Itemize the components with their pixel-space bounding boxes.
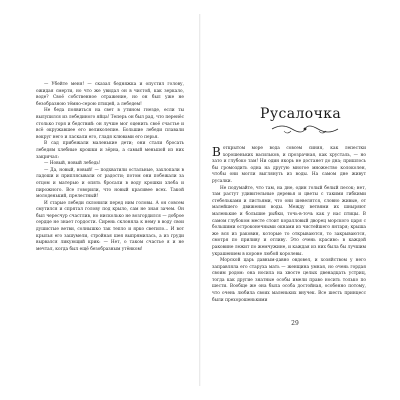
paragraph: В сад прибежали маленькие дети; они стали бросать лебедям хлебные крошки и зёрна, а самый меньшой из них закричал: [36, 141, 184, 160]
left-page [14, 14, 200, 386]
paragraph-first-text: открытом море вода совсем синяя, как лепестки хорошеньких васильков, и прозрачная, как хрусталь, — но зато и глубоко там! Ни один якорь не достанет до дна; пришлось бы громоздить одна на другую многое множество колоколен, чтобы они могли выглянуть из воды. На самом дне живут русалки. [212, 146, 366, 184]
paragraph: Морской царь давным-давно овдовел, и хозяйством у него заправляла его старуха мать — женщина умная, но очень гордая своим родом: она носила на хвосте целых двенадцать устриц, тогда как другие знатные особы имели право носить только по шести. Вообще же она была особа достойная, особенно потому, что очень любила своих маленьких внучек. Все шесть принцесс были прехорошенькими [212, 258, 366, 303]
paragraph: — Новый, новый лебедь! [44, 161, 101, 167]
flourish-ornament-icon [270, 122, 340, 136]
page-number: 29 [291, 320, 299, 327]
paragraph: Не подумайте, что там, на дне, один голый белый песок; нет, там растут удивительные деревья и цветы с такими гибкими стебельками и листьями, что они шевелятся, словно живые, от малейшего движения воды. Между ветвями их шныряют маленькие и большие рыбки, точь-в-точь как у нас птицы. В самом глубоком месте стоит коралловый дворец морского царя с большими остроконечными окнами из чистейшего янтаря; крыша же вся из раковин, которые то открываются, то закрываются, смотря по приливу и отливу. Это очень красиво: в каждой раковине лежит по жемчужине, и каждая из них была бы лучшим украшением в короне любой королевы. [212, 185, 366, 257]
drop-cap: В [212, 145, 221, 159]
right-page-text [212, 146, 366, 304]
paragraph: Не беда появиться на свет в утином гнезде, если ты вылупился из лебединого яйца! Теперь он был рад, что перенёс столько горя и бедствий: он лучше мог оценить своё счастье и всё окружавшее его великолепие. Большие лебеди плавали вокруг него и ласкали его, гладя клювами его перья. [36, 108, 184, 140]
left-page-text [36, 82, 184, 253]
paragraph: И старые лебеди склонили перед ним головы. А он совсем смутился и спрятал голову под крыло, сам не зная зачем. Он был чересчур счастлив, но нисколько не возгордился — доброе сердце не знает гордости. Сирень склоняла к нему в воду свои душистые ветви, солнышко так тепло и ярко светило... И вот крылья его зашумели, стройная шея выпрямилась, а из груди вырвался ликующий крик: — Нет, о таком счастье я и не мечтал, когда был ещё безобразным утёнком! [36, 200, 184, 252]
paragraph: — Да, новый, новый! — подхватили остальные, захлопали в ладоши и приплясывали от радости; потом они побежали за отцом и матерью и опять бросали в воду крошки хлеба и пирожного. Все говорили, что новый красивее всех. Такой молоденький, прелестный! [36, 167, 184, 200]
right-page [200, 14, 386, 386]
chapter-title: Русалочка [260, 106, 342, 122]
paragraph-first [212, 146, 366, 186]
paragraph: — Убейте меня! — сказал бедняжка и опустил голову, ожидая смерти, но что же увидал он в чистой, как зеркало, воде? Своё собственное отражение, но он был уже не безобразною тёмно-серою птицей, а лебедем! [36, 82, 184, 107]
book-spread [14, 14, 386, 386]
